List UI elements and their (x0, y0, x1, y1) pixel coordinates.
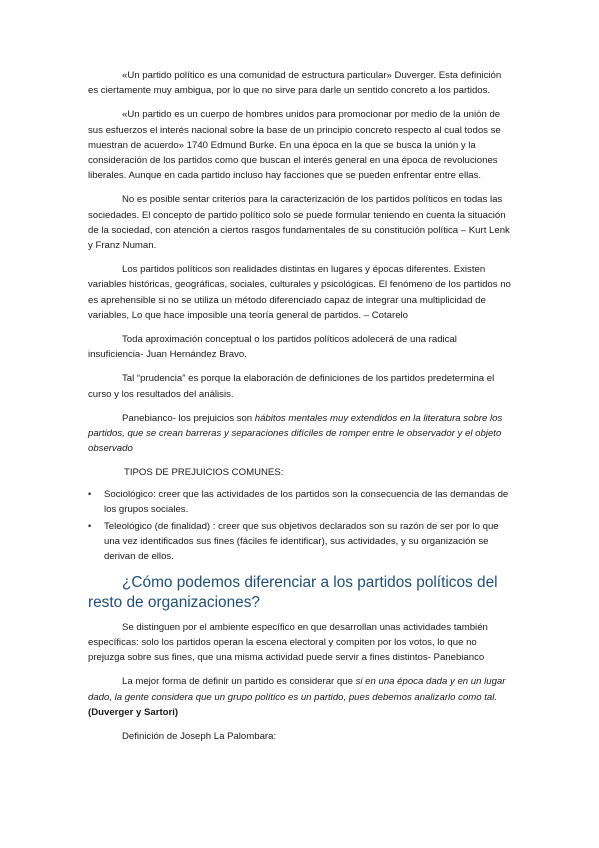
list-item (88, 519, 511, 565)
paragraph-panebianco-prejuicios (88, 411, 511, 457)
paragraph-ambiente-especifico: Se distinguen por el ambiente específico en que desarrollan unas actividades también específicas: solo los partidos operan la escena electoral y compiten por los votos, lo que no prejuzga sobre sus fines, que una misma actividad puede servir a fines distintos- Panebianco (88, 621, 488, 664)
section-heading: ¿Cómo podemos diferenciar a los partidos políticos del resto de organizaciones? (88, 573, 498, 611)
paragraph-burke: «Un partido es un cuerpo de hombres unidos para promocionar por medio de la unión de sus esfuerzos el interés nacional sobre la base de un principio concreto respecto al cual todos se muestran de acuerdo» 1740 Edmund Burke. En una época en la que se busca la unión y la consideración de los partidos como que buscan el interés general en una época de revoluciones liberales. Aunque en cada partido incluso hay facciones que se pueden enfrentar entre ellas. (88, 109, 501, 182)
bullet-icon: • (88, 488, 92, 499)
panebianco-lead: Panebianco- los prejuicios son (122, 412, 255, 424)
prejuicios-list (88, 487, 511, 565)
paragraph-prudencia: Tal “prudencia” es porque la elaboración de definiciones de los partidos predetermina el curso y los resultados del análisis. (88, 373, 495, 400)
list-item-text: Sociológico: creer que las actividades de los partidos son la consecuencia de las demandas de los grupos sociales. (104, 488, 509, 515)
panebianco-quote: hábitos mentales muy extendidos en la literatura sobre los partidos, que se crean barreras y separaciones difíciles de romper entre le observador y el objeto observado (88, 412, 503, 455)
list-item-text: Teleológico (de finalidad) : creer que sus objetivos declarados son su razón de ser por lo que una vez identificados sus fines (fáciles fe identificar), sus actividades, y su organización se derivan de ellos. (104, 521, 499, 563)
bullet-icon: • (88, 521, 92, 532)
paragraph-hernandez-bravo: Toda aproximación conceptual o los partidos políticos adolecerá de una radical insuficiencia- Juan Hernández Bravo. (88, 334, 457, 361)
prejuicios-heading: TIPOS DE PREJUICIOS COMUNES: (124, 467, 284, 479)
paragraph-lenk-numan: No es posible sentar criterios para la caracterización de los partidos políticos en todas las sociedades. El concepto de partido político solo se puede formular teniendo en cuenta la situación de la sociedad, con atención a ciertos rasgos fundamentales de su constitución política – Kurt Lenk y Franz Numan. (88, 194, 510, 252)
definicion-authors: (Duverger y Sartori) (88, 706, 179, 718)
list-item (88, 487, 511, 517)
definicion-lead: La mejor forma de definir un partido es considerar que (122, 676, 356, 688)
definicion-quote: si en una época dada y en un lugar dado, la gente considera que un grupo político es un partido, pues debemos analizarlo como tal. (88, 676, 506, 703)
paragraph-duverger-sartori (88, 674, 511, 720)
paragraph-la-palombara: Definición de Joseph La Palombara: (122, 730, 277, 742)
paragraph-duverger: «Un partido político es una comunidad de estructura particular» Duverger. Esta definición es ciertamente muy ambigua, por lo que no sirve para darle un sentido concreto a los partidos. (88, 70, 502, 97)
paragraph-cotarelo: Los partidos políticos son realidades distintas en lugares y épocas diferentes. Existen variables históricas, geográficas, sociales, culturales y psicológicas. El fenómeno de los partidos no es aprehensible si no se utiliza un método diferenciado capaz de integrar una multiplicidad de variables, Lo que hace imposible una teoría general de partidos. – Cotarelo (88, 264, 511, 321)
